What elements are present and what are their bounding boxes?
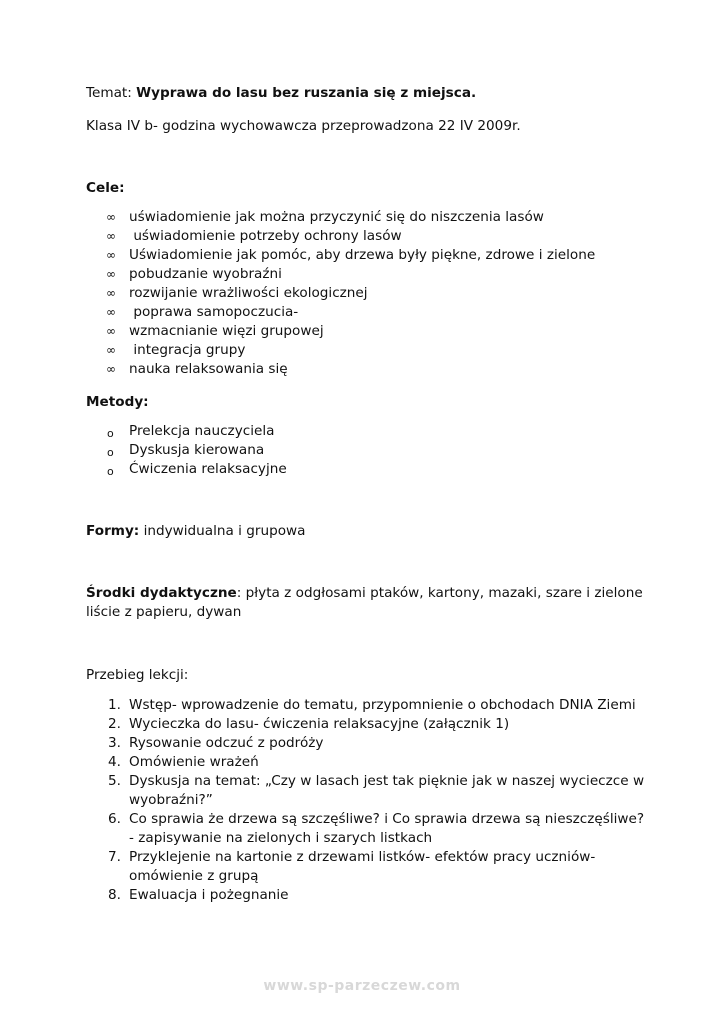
list-item: ∞ rozwijanie wrażliwości ekologicznej — [106, 285, 368, 301]
infinity-bullet-icon: ∞ — [106, 267, 116, 281]
goals-heading: Cele: — [86, 180, 125, 196]
infinity-bullet-icon: ∞ — [106, 362, 116, 376]
step-number: 7. — [108, 849, 121, 865]
list-item: ∞ wzmacnianie więzi grupowej — [106, 323, 324, 339]
infinity-bullet-icon: ∞ — [106, 305, 116, 319]
list-item: 2. Wycieczka do lasu- ćwiczenia relaksacyjne (załącznik 1) — [108, 716, 510, 732]
infinity-bullet-icon: ∞ — [106, 229, 116, 243]
list-item: ∞ poprawa samopoczucia- — [106, 304, 299, 320]
circle-bullet-icon: o — [107, 465, 114, 478]
list-item: ∞ nauka relaksowania się — [106, 361, 288, 377]
step-number: 6. — [108, 811, 121, 827]
step-number: 8. — [108, 887, 121, 903]
infinity-bullet-icon: ∞ — [106, 210, 116, 224]
list-item: 7. Przyklejenie na kartonie z drzewami listków- efektów pracy uczniów- omówienie z grupą — [108, 849, 596, 884]
methods-heading: Metody: — [86, 394, 149, 410]
topic-line — [86, 84, 646, 103]
teaching-aids-label: Środki dydaktyczne — [86, 585, 237, 601]
step-number: 2. — [108, 716, 121, 732]
list-item: ∞ uświadomienie potrzeby ochrony lasów — [106, 228, 402, 244]
topic-title: Wyprawa do lasu bez ruszania się z miejsca. — [136, 85, 477, 101]
list-item: o Dyskusja kierowana — [86, 441, 646, 460]
list-item: ∞ Uświadomienie jak pomóc, aby drzewa były piękne, zdrowe i zielone — [106, 247, 596, 263]
step-number: 3. — [108, 735, 121, 751]
circle-bullet-icon: o — [107, 427, 114, 440]
infinity-bullet-icon: ∞ — [106, 286, 116, 300]
step-number: 4. — [108, 754, 121, 770]
lesson-steps-list — [86, 696, 646, 905]
infinity-bullet-icon: ∞ — [106, 343, 116, 357]
list-item: o Ćwiczenia relaksacyjne — [86, 460, 646, 479]
list-item: o Prelekcja nauczyciela — [86, 422, 646, 441]
goals-list — [86, 208, 646, 379]
list-item: 5. Dyskusja na temat: „Czy w lasach jest tak pięknie jak w naszej wycieczce w wyobraźni?” — [108, 773, 645, 808]
list-item: ∞ pobudzanie wyobraźni — [106, 266, 282, 282]
lesson-course-heading: Przebieg lekcji: — [86, 667, 189, 683]
forms-line — [86, 522, 646, 541]
teaching-aids — [86, 584, 646, 622]
list-item: 3. Rysowanie odczuć z podróży — [108, 735, 324, 751]
topic-label: Temat: — [86, 85, 137, 101]
list-item: 8. Ewaluacja i pożegnanie — [108, 887, 289, 903]
infinity-bullet-icon: ∞ — [106, 248, 116, 262]
list-item: 4. Omówienie wrażeń — [108, 754, 259, 770]
step-number: 5. — [108, 773, 121, 789]
circle-bullet-icon: o — [107, 446, 114, 459]
step-number: 1. — [108, 697, 121, 713]
forms-label: Formy: — [86, 523, 140, 539]
infinity-bullet-icon: ∞ — [106, 324, 116, 338]
methods-list — [86, 422, 646, 479]
class-info: Klasa IV b- godzina wychowawcza przeprowadzona 22 IV 2009r. — [86, 118, 521, 134]
forms-text: indywidualna i grupowa — [139, 523, 306, 539]
list-item: ∞ integracja grupy — [106, 342, 246, 358]
teaching-aids-text: : płyta z odgłosami ptaków, kartony, mazaki, szare i zielone liście z papieru, dywan — [86, 585, 643, 620]
list-item: ∞ uświadomienie jak można przyczynić się do niszczenia lasów — [106, 209, 544, 225]
watermark: www.sp-parzeczew.com — [263, 978, 461, 994]
list-item: 1. Wstęp- wprowadzenie do tematu, przypomnienie o obchodach DNIA Ziemi — [108, 697, 636, 713]
list-item: 6. Co sprawia że drzewa są szczęśliwe? i Co sprawia drzewa są nieszczęśliwe?- zapisywanie na zielonych i szarych listkach — [108, 811, 645, 846]
